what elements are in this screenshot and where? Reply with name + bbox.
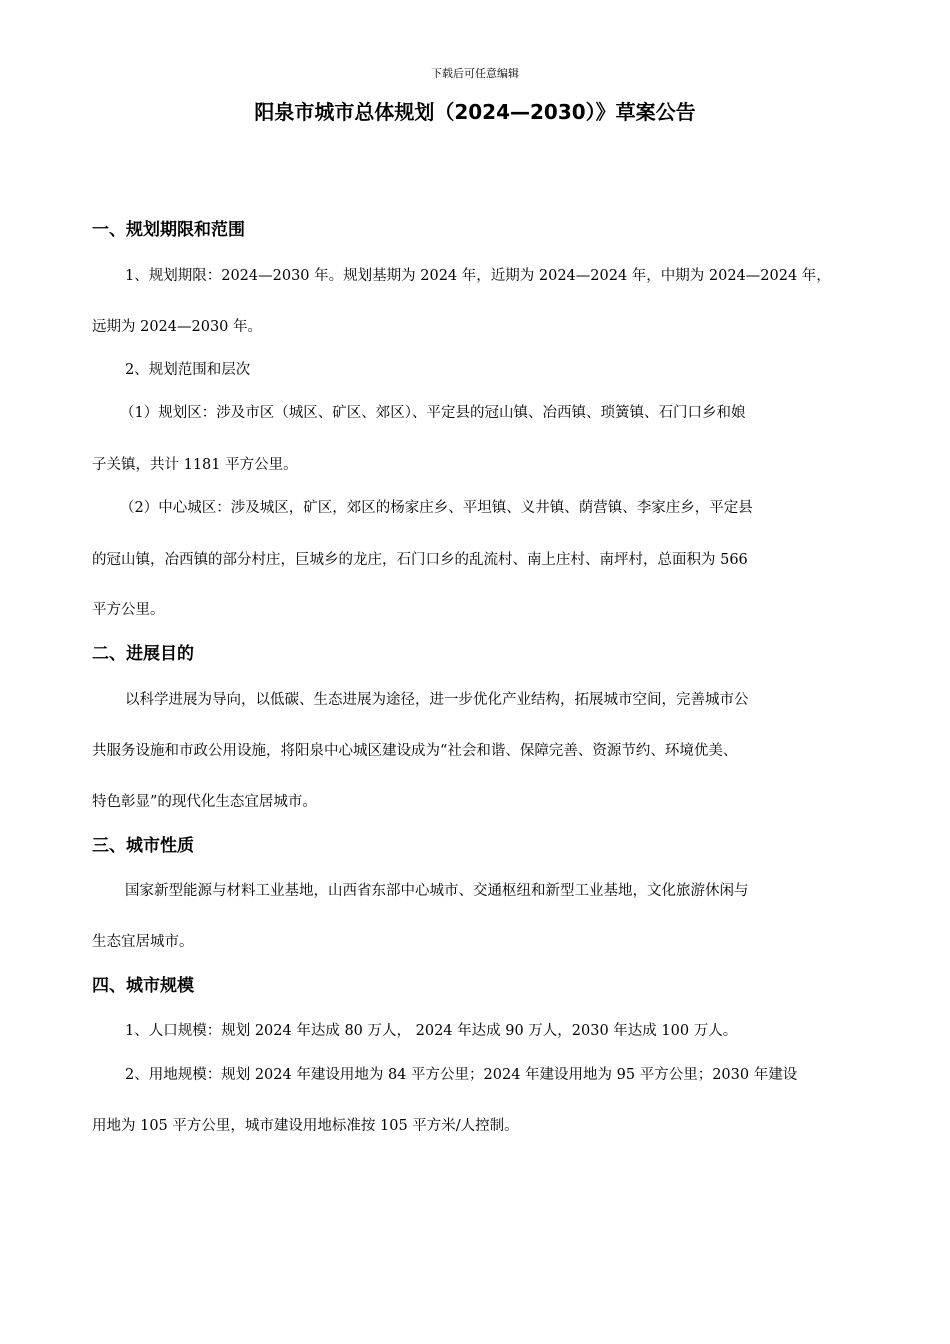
- section-heading-scope: 一、规划期限和范围: [92, 220, 245, 240]
- paragraph-line: 1、人口规模：规划 2024 年达成 80 万人， 2024 年达成 90 万人，2030 年达成 100 万人。: [125, 1023, 738, 1039]
- paragraph-line: 国家新型能源与材料工业基地，山西省东部中心城市、交通枢纽和新型工业基地，文化旅游休闲与: [125, 883, 749, 899]
- section-heading-goals: 二、进展目的: [92, 644, 194, 664]
- paragraph-line: 2、用地规模：规划 2024 年建设用地为 84 平方公里；2024 年建设用地为 95 平方公里；2030 年建设: [125, 1067, 798, 1083]
- paragraph-line: 共服务设施和市政公用设施，将阳泉中心城区建设成为“社会和谐、保障完善、资源节约、环境优美、: [92, 743, 738, 759]
- paragraph-line: （1）规划区：涉及市区（城区、矿区、郊区）、平定县的冠山镇、冶西镇、琐簧镇、石门口乡和娘: [120, 405, 746, 421]
- paragraph-line: 远期为 2024—2030 年。: [92, 319, 263, 335]
- paragraph-line: 子关镇，共计 1181 平方公里。: [92, 457, 298, 473]
- download-note: 下载后可任意编辑: [431, 67, 519, 80]
- paragraph-line: （2）中心城区：涉及城区，矿区，郊区的杨家庄乡、平坦镇、义井镇、荫营镇、李家庄乡，平定县: [120, 500, 753, 516]
- paragraph-line: 2、规划范围和层次: [125, 362, 251, 378]
- paragraph-line: 生态宜居城市。: [92, 934, 194, 950]
- paragraph-line: 用地为 105 平方公里，城市建设用地标准按 105 平方米/人控制。: [92, 1118, 519, 1134]
- paragraph-line: 特色彰显”的现代化生态宜居城市。: [92, 794, 317, 810]
- paragraph-line: 的冠山镇，冶西镇的部分村庄，巨城乡的龙庄，石门口乡的乱流村、南上庄村、南坪村，总面积为 566: [92, 552, 748, 568]
- paragraph-line: 以科学进展为导向，以低碳、生态进展为途径，进一步优化产业结构，拓展城市空间，完善城市公: [125, 692, 749, 708]
- section-heading-nature: 三、城市性质: [92, 836, 194, 856]
- section-heading-scale: 四、城市规模: [92, 976, 194, 996]
- paragraph-line: 1、规划期限：2024—2030 年。规划基期为 2024 年，近期为 2024—2024 年，中期为 2024—2024 年，: [125, 268, 831, 284]
- document-title: 阳泉市城市总体规划（2024—2030）》草案公告: [254, 100, 696, 124]
- paragraph-line: 平方公里。: [92, 602, 165, 618]
